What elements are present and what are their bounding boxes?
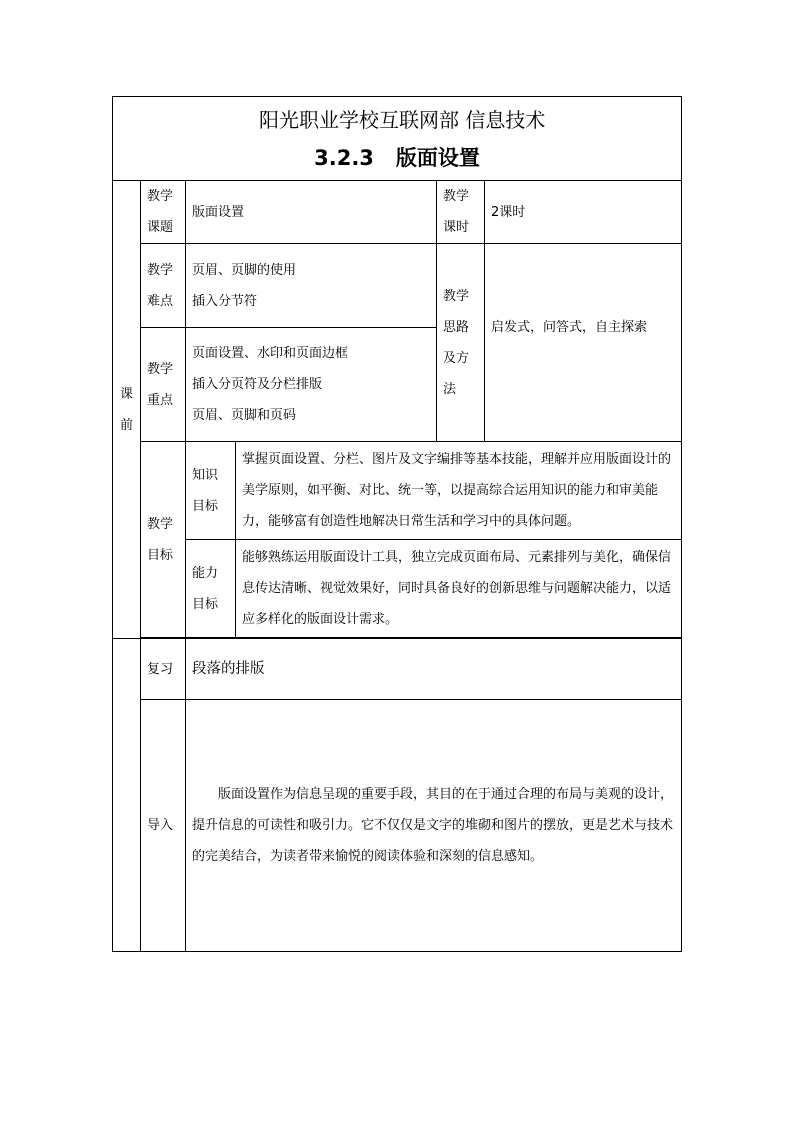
method-value: 启发式，问答式，自主探索 bbox=[485, 244, 682, 442]
hours-value: 2课时 bbox=[485, 181, 682, 244]
topic-label: 教学 课题 bbox=[141, 181, 186, 244]
lesson-plan-table bbox=[112, 96, 682, 952]
list-item: 页眉、页脚的使用 bbox=[192, 262, 297, 278]
in-class-label bbox=[113, 639, 141, 952]
knowledge-label: 知识 目标 bbox=[186, 442, 236, 540]
difficulty-label: 教学 难点 bbox=[141, 244, 186, 328]
list-item: 页面设置、水印和页面边框 bbox=[192, 346, 349, 361]
lesson-title bbox=[113, 136, 681, 180]
difficulty-list bbox=[186, 244, 437, 328]
knowledge-text: 掌握页面设置、分栏、图片及文字编排等基本技能，理解并应用版面设计的美学原则，如平衡、对比、统一等，以提高综合运用知识的能力和审美能力，能够富有创造性地解决日常生活和学习中的具体问题。 bbox=[236, 442, 682, 540]
objectives-label: 教学 目标 bbox=[141, 442, 186, 638]
key-label: 教学 重点 bbox=[141, 328, 186, 442]
key-list bbox=[186, 328, 437, 442]
intro-text: 版面设置作为信息呈现的重要手段，其目的在于通过合理的布局与美观的设计，提升信息的可读性和吸引力。它不仅仅是文字的堆砌和图片的摆放，更是艺术与技术的完美结合，为读者带来愉悦的阅读体验和深刻的信息感知。 bbox=[186, 700, 682, 952]
list-item: 页眉、页脚和页码 bbox=[192, 408, 297, 423]
school-name: 阳光职业学校互联网部 信息技术 bbox=[259, 107, 546, 132]
section-number: 3.2.3 bbox=[314, 145, 374, 170]
header-cell bbox=[113, 97, 682, 181]
intro-label: 导入 bbox=[141, 700, 186, 952]
pre-class-label: 课 前 bbox=[113, 181, 141, 639]
ability-label: 能力 目标 bbox=[186, 540, 236, 638]
review-value: 段落的排版 bbox=[186, 639, 682, 700]
list-item: 插入分节符 bbox=[192, 293, 258, 309]
hours-label: 教学 课时 bbox=[437, 181, 485, 244]
ability-text: 能够熟练运用版面设计工具，独立完成页面布局、元素排列与美化，确保信息传达清晰、视觉效果好，同时具备良好的创新思维与问题解决能力，以适应多样化的版面设计需求。 bbox=[236, 540, 682, 638]
section-title: 版面设置 bbox=[395, 145, 480, 170]
method-label: 教学 思路 及方 法 bbox=[437, 244, 485, 442]
list-item: 插入分页符及分栏排版 bbox=[192, 377, 323, 392]
topic-value: 版面设置 bbox=[186, 181, 437, 244]
review-label: 复习 bbox=[141, 639, 186, 700]
